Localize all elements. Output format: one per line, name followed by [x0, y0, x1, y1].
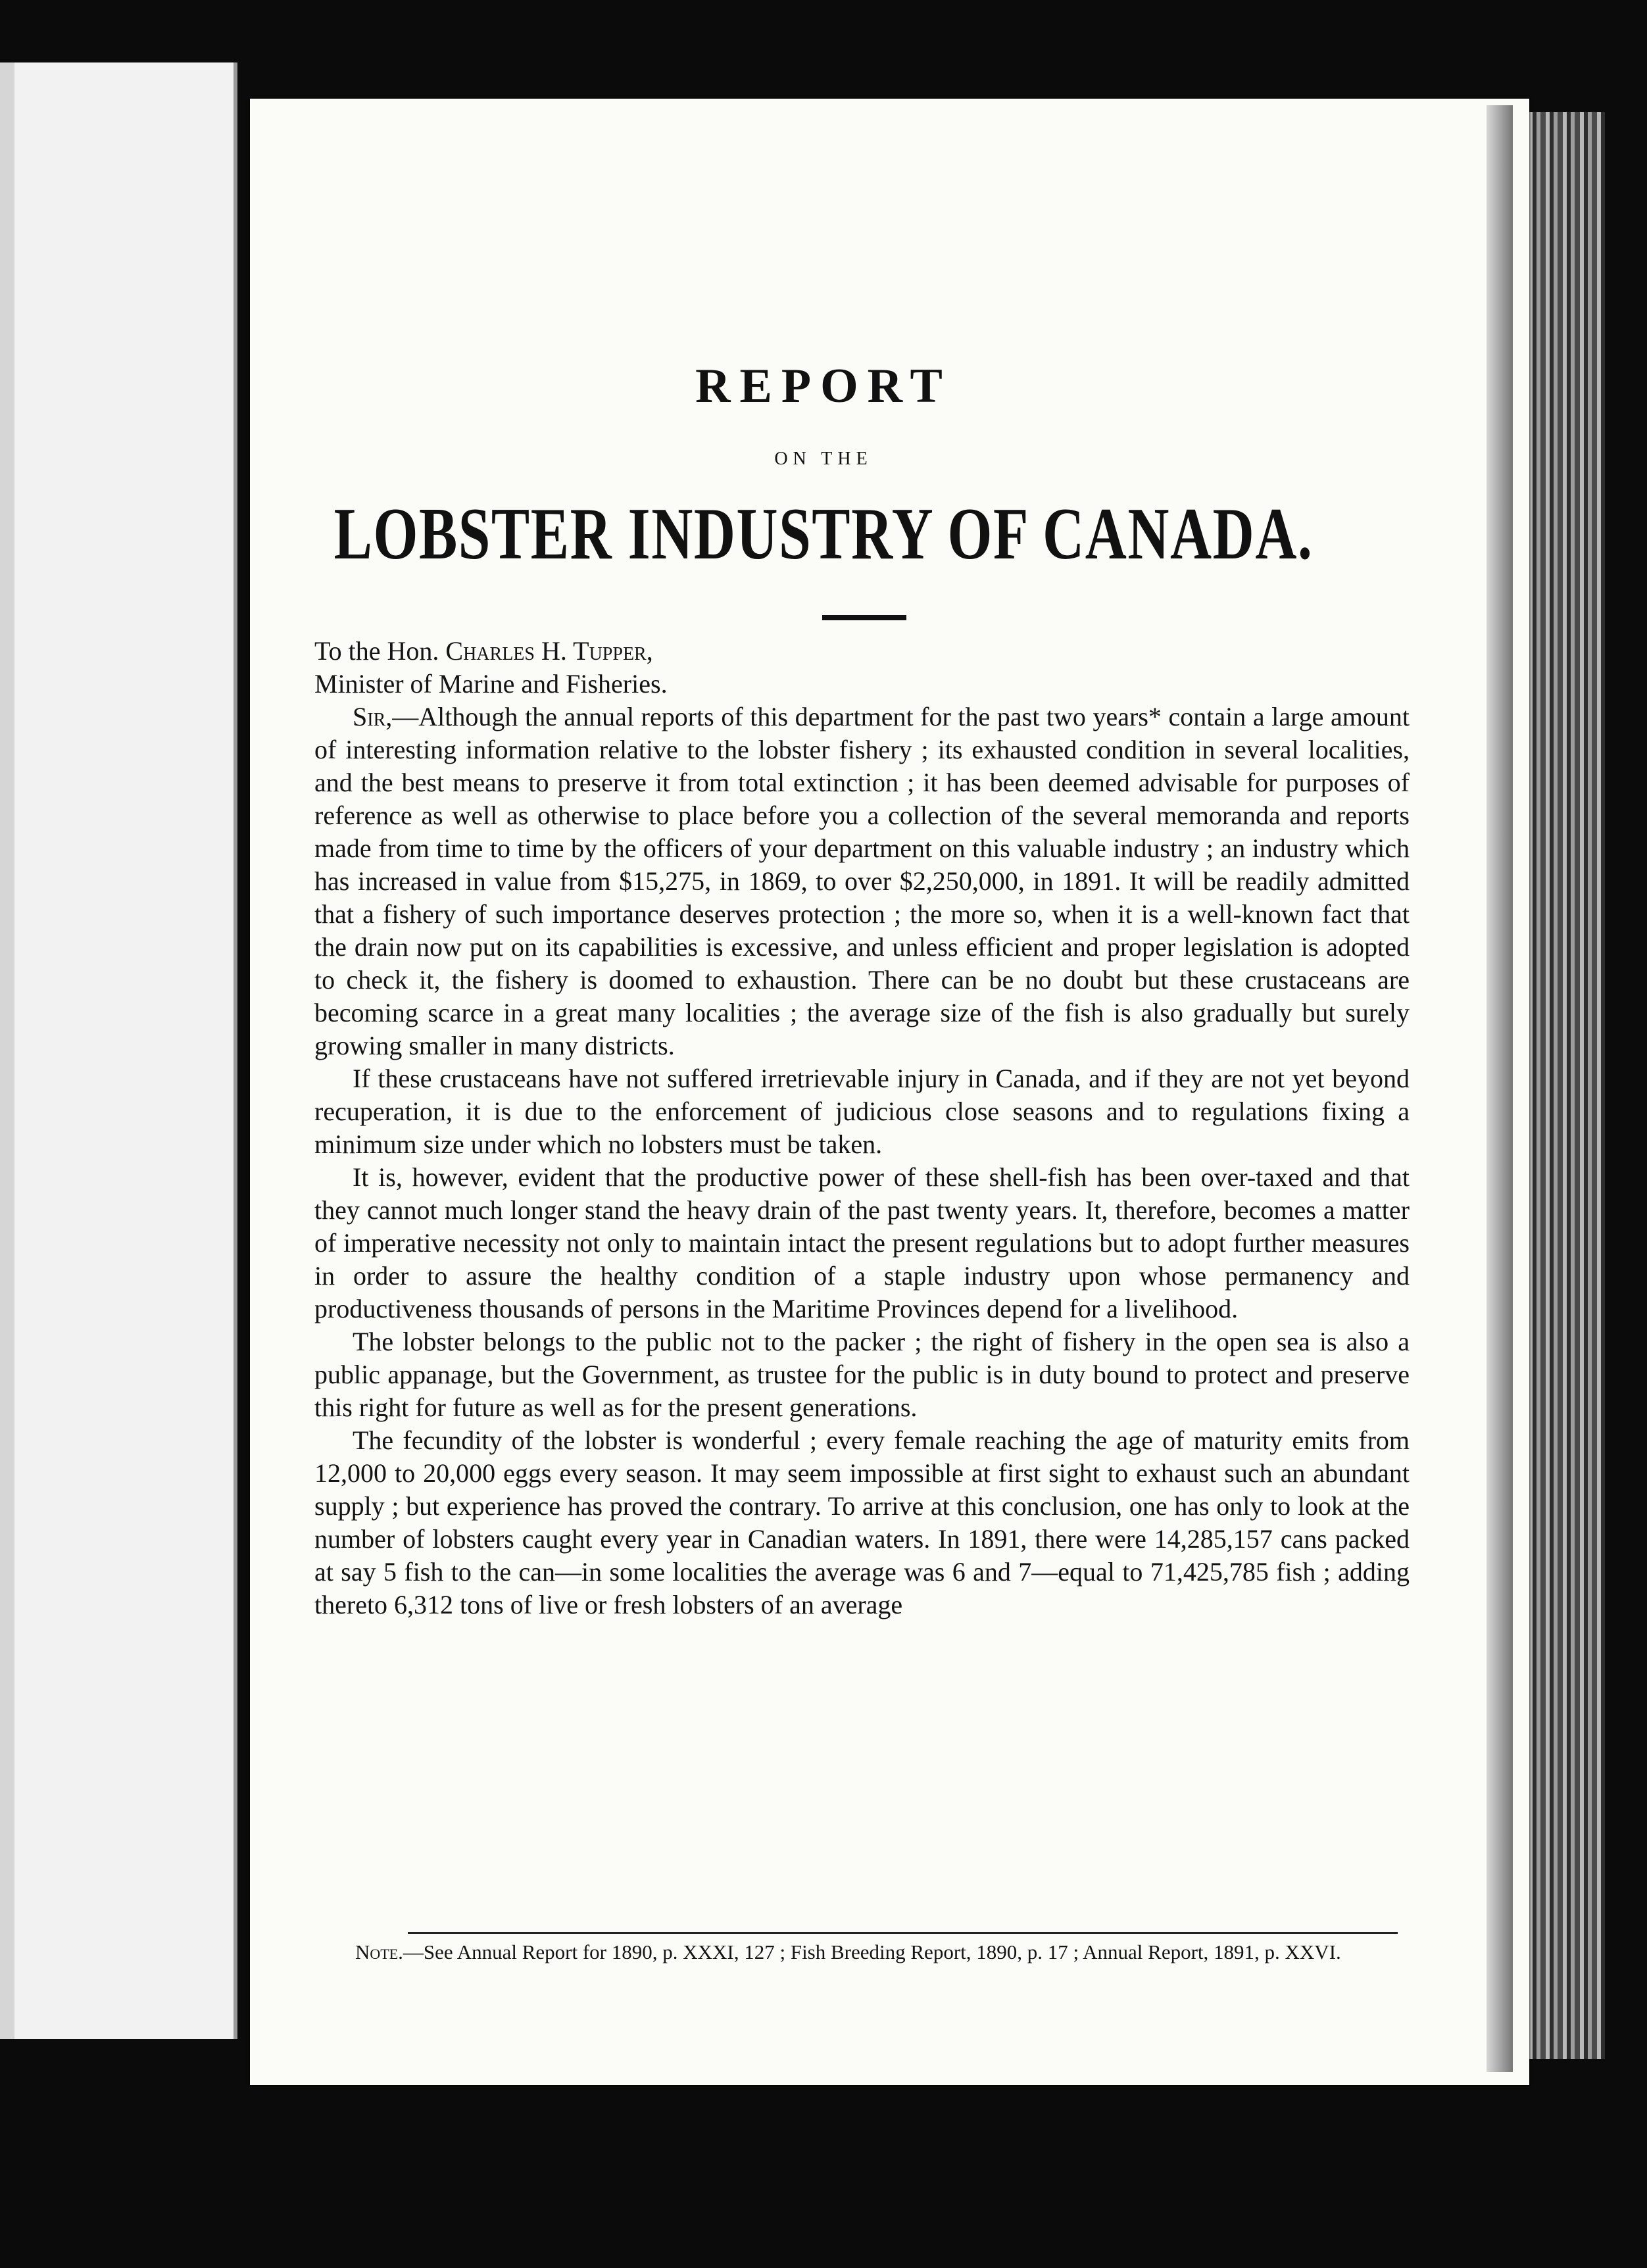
- footnote-divider: [408, 1932, 1398, 1934]
- paragraph-3: It is, however, evident that the productive power of these shell-fish has been over-taxed and that they cannot much longer stand the heavy drain of the past twenty years. It, therefore, becomes a matter of imperative necessity not only to maintain intact the present regulations but to adopt further measures in order to assure the healthy condition of a staple industry upon whose permanency and productiveness thousands of persons in the Maritime Provinces depend for a livelihood.: [314, 1162, 1410, 1323]
- paragraph-1: [314, 701, 1410, 1062]
- footnote-text: —See Annual Report for 1890, p. XXXI, 127 ; Fish Breeding Report, 1890, p. 17 ; Annual Report, 1891, p. XXVI.: [403, 1940, 1341, 1963]
- footnote: [309, 1940, 1398, 1964]
- title-divider: [822, 615, 906, 620]
- paragraph-4: The lobster belongs to the public not to the packer ; the right of fishery in the open sea is also a public appanage, but the Government, as trustee for the public is in duty bound to protect and preserve this right for future as well as for the present generations.: [314, 1327, 1410, 1422]
- paragraph-2: If these crustaceans have not suffered irretrievable injury in Canada, and if they are not yet beyond recuperation, it is due to the enforcement of judicious close seasons and to regulations fixing a minimum size under which no lobsters must be taken.: [314, 1064, 1410, 1159]
- document-title: LOBSTER INDUSTRY OF CANADA.: [333, 493, 1314, 575]
- footnote-label: Note.: [355, 1940, 403, 1963]
- on-the-subheading: ON THE: [774, 449, 873, 469]
- report-heading: REPORT: [695, 359, 952, 413]
- paragraph-5: The fecundity of the lobster is wonderful ; every female reaching the age of maturity emits from 12,000 to 20,000 eggs every season. It may seem impossible at first sight to exhaust such an abundant supply ; but experience has proved the contrary. To arrive at this conclusion, one has only to look at the number of lobsters caught every year in Canadian waters. In 1891, there were 14,285,157 cans packed at say 5 fish to the can—in some localities the average was 6 and 7—equal to 71,425,785 fish ; adding thereto 6,312 tons of live or fresh lobsters of an average: [314, 1425, 1410, 1619]
- address-prefix: To the Hon.: [314, 636, 439, 666]
- letter-body: [314, 635, 1410, 1621]
- recipient-position: Minister of Marine and Fisheries.: [314, 669, 668, 699]
- salutation: Sir,: [353, 702, 393, 731]
- address-line: [314, 635, 1410, 668]
- recipient-name: Charles H. Tupper,: [445, 636, 653, 666]
- paragraph-1-text: —Although the annual reports of this department for the past two years* contain a large amount of interesting information relative to the lobster fishery ; its exhausted condition in several localities, and the best means to preserve it from total extinction ; it has been deemed advisable for purposes of reference as well as otherwise to place before you a collection of the several memoranda and reports made from time to time by the officers of your department on this valuable industry ; an industry which has increased in value from $15,275, in 1869, to over $2,250,000, in 1891. It will be readily admitted that a fishery of such importance deserves protection ; the more so, when it is a well-known fact that the drain now put on its capabilities is excessive, and unless efficient and proper legislation is adopted to check it, the fishery is doomed to exhaustion. There can be no doubt but these crustaceans are becoming scarce in a great many localities ; the average size of the fish is also gradually but surely growing smaller in many districts.: [314, 702, 1410, 1060]
